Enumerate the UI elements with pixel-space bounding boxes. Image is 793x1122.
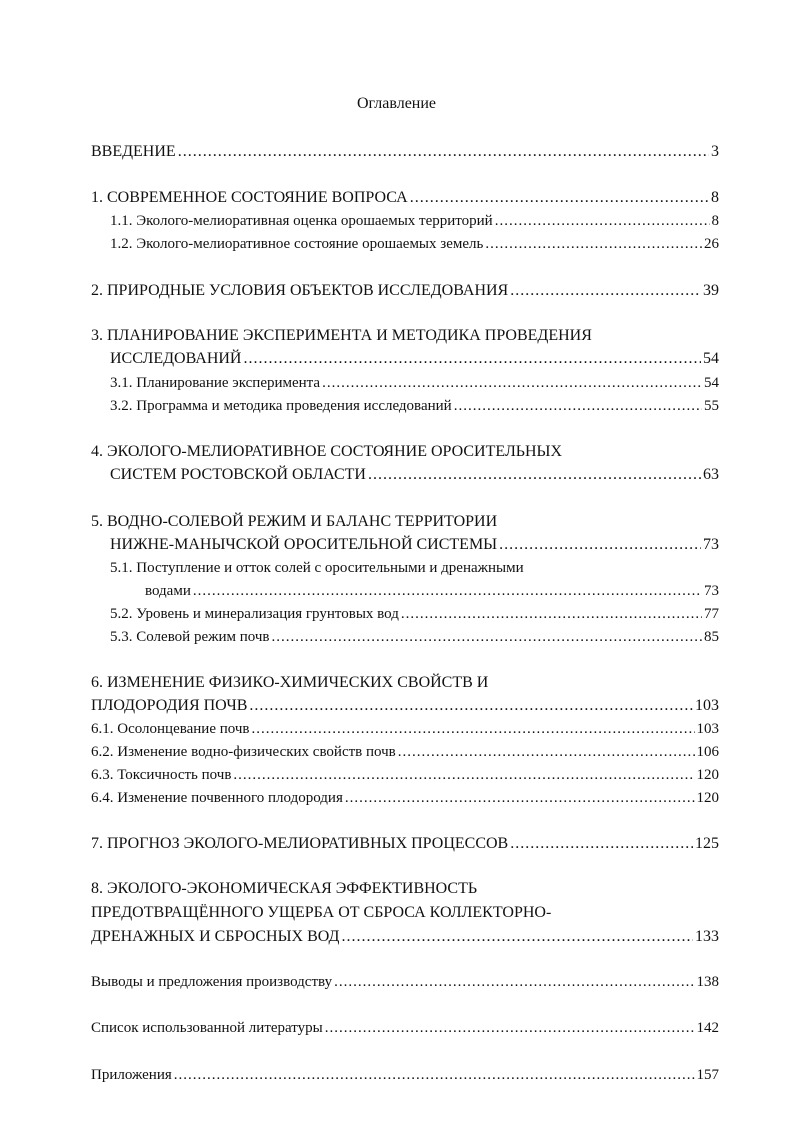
toc-entry-ch5-1-line1: 5.1. Поступление и отток солей с оросительными и дренажными (110, 560, 524, 576)
toc-entry-appendices[interactable] (91, 1065, 719, 1085)
entry-page: 54 (703, 350, 719, 367)
entry-text: 6.3. Токсичность почв (91, 767, 232, 783)
toc-entry-ch5-1[interactable] (145, 581, 719, 601)
toc-entry-ch8-line2: ПРЕДОТВРАЩЁННОГО УЩЕРБА ОТ СБРОСА КОЛЛЕКТОРНО- (91, 904, 552, 921)
entry-text: 6.4. Изменение почвенного плодородия (91, 790, 343, 806)
toc-entry-ch1-1[interactable] (110, 211, 719, 231)
dot-leader (325, 1018, 695, 1038)
dot-leader (174, 1065, 695, 1085)
dot-leader (272, 627, 702, 647)
toc-entry-ch5-line1: 5. ВОДНО-СОЛЕВОЙ РЕЖИМ И БАЛАНС ТЕРРИТОРИИ (91, 513, 498, 530)
toc-entry-ch6-2[interactable] (91, 742, 719, 762)
toc-entry-conclusions[interactable] (91, 972, 719, 992)
dot-leader (322, 373, 702, 393)
entry-text: 5.3. Солевой режим почв (110, 629, 270, 645)
toc-entry-ch5-2[interactable] (110, 604, 719, 624)
dot-leader (233, 765, 694, 785)
entry-page: 120 (696, 790, 719, 806)
toc-entry-ch8[interactable] (91, 927, 719, 947)
dot-leader (243, 349, 701, 369)
entry-text: 5.2. Уровень и минерализация грунтовых вод (110, 606, 399, 622)
entry-page: 142 (696, 1020, 719, 1036)
toc-entry-ch1[interactable] (91, 188, 719, 208)
toc-entry-ch6-4[interactable] (91, 788, 719, 808)
entry-text: водами (145, 583, 191, 599)
dot-leader (401, 604, 702, 624)
entry-text: ДРЕНАЖНЫХ И СБРОСНЫХ ВОД (91, 928, 340, 945)
dot-leader (178, 142, 709, 162)
dot-leader (334, 972, 694, 992)
toc-entry-ch1-2[interactable] (110, 234, 719, 254)
toc-entry-ch2[interactable] (91, 281, 719, 301)
toc-entry-ch4-line1: 4. ЭКОЛОГО-МЕЛИОРАТИВНОЕ СОСТОЯНИЕ ОРОСИТЕЛЬНЫХ (91, 443, 563, 460)
entry-page: 39 (703, 282, 719, 299)
entry-page: 63 (703, 466, 719, 483)
entry-page: 125 (695, 835, 719, 852)
entry-page: 8 (711, 213, 719, 229)
entry-page: 55 (704, 398, 719, 414)
toc-entry-ch5[interactable] (110, 535, 719, 555)
dot-leader (510, 834, 693, 854)
dot-leader (193, 581, 702, 601)
entry-text: 1.1. Эколого-мелиоративная оценка орошаемых территорий (110, 213, 493, 229)
entry-page: 85 (704, 629, 719, 645)
entry-page: 77 (704, 606, 719, 622)
entry-page: 103 (696, 721, 719, 737)
dot-leader (454, 396, 702, 416)
entry-page: 73 (704, 583, 719, 599)
entry-page: 54 (704, 375, 719, 391)
toc-entry-ch3-2[interactable] (110, 396, 719, 416)
entry-text: ИССЛЕДОВАНИЙ (110, 350, 242, 367)
entry-page: 8 (711, 189, 719, 206)
toc-entry-ch4[interactable] (110, 465, 719, 485)
dot-leader (368, 465, 701, 485)
toc-entry-ch6-3[interactable] (91, 765, 719, 785)
toc-entry-ch6-line1: 6. ИЗМЕНЕНИЕ ФИЗИКО-ХИМИЧЕСКИХ СВОЙСТВ И (91, 674, 489, 691)
entry-text: 7. ПРОГНОЗ ЭКОЛОГО-МЕЛИОРАТИВНЫХ ПРОЦЕССОВ (91, 835, 509, 852)
dot-leader (510, 281, 701, 301)
toc-entry-references[interactable] (91, 1018, 719, 1038)
entry-text: Выводы и предложения производству (91, 974, 333, 990)
entry-text: 6.2. Изменение водно-физических свойств почв (91, 744, 396, 760)
entry-text: 2. ПРИРОДНЫЕ УСЛОВИЯ ОБЪЕКТОВ ИССЛЕДОВАНИЯ (91, 282, 509, 299)
toc-entry-intro[interactable] (91, 142, 719, 162)
dot-leader (398, 742, 695, 762)
toc-entry-ch3-line1: 3. ПЛАНИРОВАНИЕ ЭКСПЕРИМЕНТА И МЕТОДИКА ПРОВЕДЕНИЯ (91, 327, 592, 344)
toc-entry-ch3[interactable] (110, 349, 719, 369)
toc-title: Оглавление (356, 95, 437, 112)
dot-leader (499, 535, 701, 555)
dot-leader (410, 188, 709, 208)
entry-text: Список использованной литературы (91, 1020, 323, 1036)
dot-leader (341, 927, 693, 947)
dot-leader (345, 788, 695, 808)
toc-entry-ch7[interactable] (91, 834, 719, 854)
dot-leader (485, 234, 702, 254)
entry-text: НИЖНЕ-МАНЫЧСКОЙ ОРОСИТЕЛЬНОЙ СИСТЕМЫ (110, 536, 498, 553)
entry-text: СИСТЕМ РОСТОВСКОЙ ОБЛАСТИ (110, 466, 366, 483)
toc-entry-ch6-1[interactable] (91, 719, 719, 739)
entry-text: 6.1. Осолонцевание почв (91, 721, 250, 737)
entry-page: 120 (696, 767, 719, 783)
entry-page: 138 (696, 974, 719, 990)
dot-leader (249, 696, 693, 716)
toc-entry-ch6[interactable] (91, 696, 719, 716)
toc-entry-ch5-3[interactable] (110, 627, 719, 647)
dot-leader (252, 719, 695, 739)
toc-entry-ch8-line1: 8. ЭКОЛОГО-ЭКОНОМИЧЕСКАЯ ЭФФЕКТИВНОСТЬ (91, 880, 478, 897)
entry-page: 157 (696, 1067, 719, 1083)
toc-entry-ch3-1[interactable] (110, 373, 719, 393)
entry-page: 103 (695, 697, 719, 714)
entry-page: 106 (696, 744, 719, 760)
entry-text: ПЛОДОРОДИЯ ПОЧВ (91, 697, 248, 714)
entry-page: 3 (711, 143, 719, 160)
entry-text: Приложения (91, 1067, 172, 1083)
entry-page: 26 (704, 236, 719, 252)
dot-leader (495, 211, 710, 231)
entry-page: 133 (695, 928, 719, 945)
entry-text: 3.2. Программа и методика проведения исследований (110, 398, 452, 414)
entry-text: 1.2. Эколого-мелиоративное состояние орошаемых земель (110, 236, 484, 252)
entry-text: ВВЕДЕНИЕ (91, 143, 176, 160)
entry-text: 3.1. Планирование эксперимента (110, 375, 321, 391)
entry-text: 1. СОВРЕМЕННОЕ СОСТОЯНИЕ ВОПРОСА (91, 189, 408, 206)
entry-page: 73 (703, 536, 719, 553)
